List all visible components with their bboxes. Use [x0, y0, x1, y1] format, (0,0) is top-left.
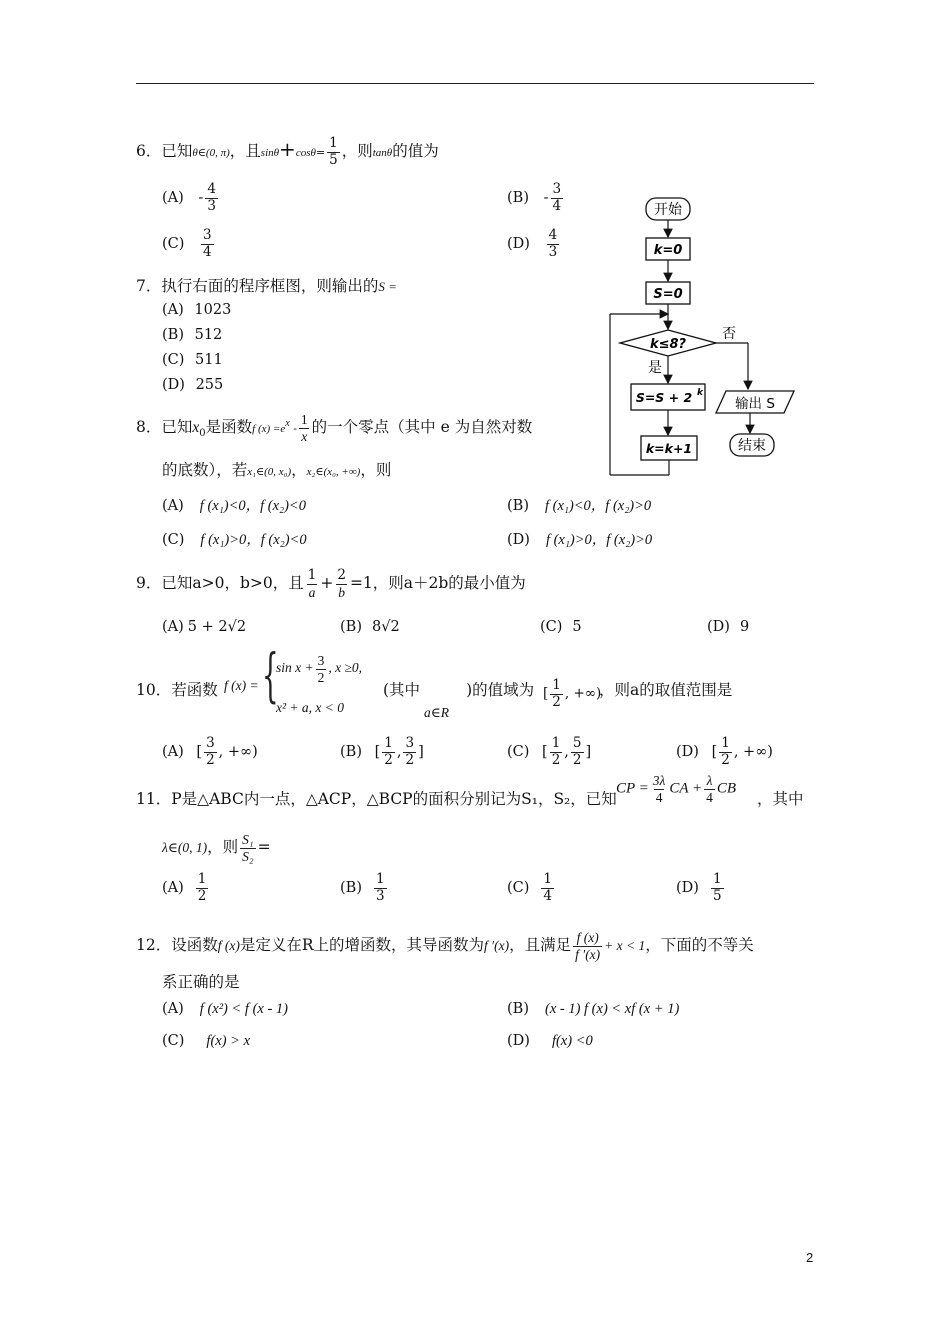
fraction	[204, 736, 217, 768]
fraction-numerator: 3	[552, 181, 562, 197]
option-12d	[507, 1033, 593, 1050]
vector-cb: CB	[716, 780, 737, 797]
exponent: x	[285, 417, 290, 429]
option-sign: -	[198, 190, 204, 207]
fraction	[550, 678, 563, 710]
question-9-stem	[136, 568, 526, 600]
fraction-denominator: 2	[721, 751, 730, 768]
fraction-numerator: 3	[206, 735, 215, 751]
option-8a	[162, 494, 306, 515]
option-10c: (C) [ $\frac{1}{2}$ , $\frac{5}{2}$ ]	[507, 735, 592, 768]
range-bracket: [	[543, 685, 549, 702]
flowchart-condition-label: k≤8?	[649, 337, 687, 352]
fraction	[719, 736, 732, 768]
fraction-denominator: 5	[712, 887, 722, 904]
comma: ，	[291, 461, 307, 479]
fraction	[704, 773, 715, 805]
a-in-r-condition: a∈R	[424, 705, 449, 720]
header-rule	[136, 83, 814, 84]
fraction-denominator: 2	[384, 751, 393, 768]
fraction-numerator: 1	[543, 871, 553, 887]
fraction-numerator: 3λ	[652, 773, 666, 788]
stem-text: 已知a>0，b>0，且	[161, 574, 304, 593]
question-11-stem-b: ，其中	[757, 790, 804, 808]
option-label: (B)	[162, 327, 184, 343]
stem-text: 是定义在R上的增函数，其导函数为	[239, 936, 485, 955]
bracket: [	[196, 744, 203, 761]
option-12a	[162, 1001, 288, 1018]
question-7-stem	[136, 274, 397, 296]
option-10a	[162, 736, 258, 768]
option-11b	[340, 872, 389, 904]
derivative-fx: f ′(x)	[484, 938, 510, 954]
sin-expression: sinθ	[260, 147, 280, 160]
option-12b	[507, 1001, 679, 1018]
range-expression	[543, 678, 601, 710]
option-text: f (x²) < f (x - 1)	[199, 1001, 289, 1017]
question-8-stem	[136, 412, 532, 444]
question-number: 11．	[136, 790, 172, 808]
vector-ca: CA +	[669, 780, 703, 797]
stem-text: 执行右面的程序框图，则输出的	[161, 277, 379, 295]
stem-text: )的值域为	[466, 681, 535, 699]
fraction-numerator: 3	[203, 227, 212, 243]
question-number: 7．	[136, 277, 162, 295]
fraction	[335, 568, 348, 600]
option-label: (B)	[340, 744, 362, 761]
option-label: (C)	[540, 619, 563, 635]
fraction-numerator: 1	[300, 412, 308, 427]
vector-cp: CP =	[616, 780, 649, 797]
question-number: 8．	[136, 418, 162, 437]
fraction-denominator: 2	[317, 669, 325, 685]
bracket: [	[711, 744, 718, 761]
question-8-stem-line2	[162, 458, 391, 480]
option-11a	[162, 872, 210, 904]
option-text: (x - 1) f (x) < xf (x + 1)	[544, 1001, 680, 1017]
fraction-numerator: 1	[712, 871, 722, 887]
fraction	[374, 872, 387, 904]
option-fraction	[551, 182, 564, 214]
fraction-denominator: 3	[548, 243, 558, 260]
option-7d	[162, 377, 223, 393]
fraction-numerator: 3	[405, 735, 415, 751]
fraction-denominator: 4	[203, 243, 212, 260]
option-label: (C)	[162, 1033, 185, 1049]
option-label: (C)	[507, 880, 530, 897]
fraction	[306, 568, 319, 600]
fraction-denominator: 2	[405, 751, 415, 768]
minus-sign: -	[289, 422, 297, 436]
question-12-stem	[136, 930, 754, 962]
fraction-denominator: 3	[207, 197, 216, 214]
fraction	[403, 736, 416, 768]
fraction-numerator: 5	[572, 735, 582, 751]
option-6d	[507, 228, 561, 260]
option-label: (C)	[162, 236, 185, 253]
flowchart-init-s-label: S=0	[653, 287, 683, 302]
option-11d	[676, 872, 726, 904]
option-9a	[162, 619, 246, 635]
question-12-stem-line2: 系正确的是	[162, 973, 240, 991]
option-12c	[162, 1033, 250, 1050]
condition-x2: x₂∈(x₀, +∞)	[306, 466, 361, 478]
fraction-denominator: 5	[329, 151, 338, 168]
stem-text: ，下面的不等关	[645, 936, 754, 955]
fraction	[573, 930, 602, 962]
option-8b	[507, 494, 651, 515]
fraction-denominator: 2	[552, 693, 561, 710]
bracket: [	[542, 744, 548, 761]
fraction-denominator: 4	[552, 197, 562, 214]
flowchart-start-label: 开始	[654, 202, 682, 218]
stem-text: 的值为	[392, 142, 439, 161]
option-text: f(x) <0	[551, 1033, 593, 1049]
flowchart-no-label: 否	[722, 326, 736, 342]
option-text: f (x₁)<0，f (x₂)<0	[199, 498, 306, 514]
stem-text: ，则	[360, 461, 392, 479]
flowchart-update-s-label: S=S + 2	[635, 390, 693, 405]
option-label: (B)	[340, 880, 362, 897]
fraction-denominator: 2	[572, 751, 582, 768]
question-10-stem-c: ，则a的取值范围是	[599, 681, 733, 699]
fraction-denominator: 4	[543, 887, 553, 904]
option-label: (A)	[162, 619, 184, 635]
option-6b	[507, 182, 565, 214]
fraction-numerator: 1	[197, 871, 207, 887]
question-11-stem-line2	[162, 832, 271, 864]
option-label: (B)	[507, 190, 529, 207]
condition-x1: x₁∈(0, x₀)	[247, 466, 292, 478]
function-expression: f (x) =e	[252, 423, 286, 436]
question-10-stem-b	[383, 678, 534, 700]
option-fraction	[205, 182, 218, 214]
tan-expression: tanθ	[372, 147, 393, 160]
option-7b	[162, 327, 222, 343]
flowchart-exponent: k	[697, 388, 703, 398]
inequality-tail: + x < 1	[604, 938, 646, 954]
option-label: (A)	[162, 302, 184, 318]
fraction	[550, 736, 563, 768]
option-label: (A)	[162, 1001, 184, 1017]
stem-text: P是△ABC内一点，△ACP，△BCP的面积分别记为S₁，S₂，已知	[171, 790, 617, 808]
fraction	[299, 412, 310, 444]
bracket: ]	[418, 744, 424, 761]
question-number: 10．	[136, 681, 172, 699]
stem-text: ，则	[207, 838, 239, 857]
fraction-denominator: f ′(x)	[575, 946, 601, 962]
bracket: , +∞)	[218, 744, 258, 761]
fraction-denominator: 2	[197, 887, 207, 904]
fraction	[316, 653, 327, 685]
equals-sign: =	[315, 146, 326, 160]
option-text: 9	[739, 619, 750, 635]
stem-text: ，则	[341, 142, 373, 161]
option-label: (D)	[676, 744, 699, 761]
fraction-numerator: λ	[706, 773, 713, 788]
option-7c	[162, 352, 223, 368]
option-text: f (x₁)<0，f (x₂)>0	[544, 498, 652, 514]
question-number: 9．	[136, 574, 162, 593]
option-label: (D)	[162, 377, 185, 393]
question-10-stem	[136, 678, 218, 700]
question-number: 12．	[136, 936, 172, 955]
function-fx: f (x)	[217, 938, 240, 954]
fraction-numerator: 1	[552, 677, 561, 693]
option-7a	[162, 302, 231, 318]
stem-text: 已知	[161, 418, 193, 437]
option-10d	[676, 736, 773, 768]
stem-text: ，且满足	[509, 936, 572, 955]
option-text: 511	[195, 352, 223, 368]
function-name: f (x) =	[224, 678, 259, 693]
option-10b: (B) [ $\frac{1}{2}$ , $\frac{3}{2}$ ]	[340, 735, 424, 768]
option-label: (B)	[507, 1001, 529, 1017]
bracket: , +∞)	[733, 744, 773, 761]
stem-text: (其中	[383, 681, 421, 699]
option-label: (C)	[507, 744, 530, 761]
fraction-numerator: 3	[317, 653, 325, 668]
vector-equation	[616, 773, 736, 805]
fraction-numerator: 1	[384, 735, 393, 751]
stem-text: 的底数），若	[162, 461, 248, 479]
option-fraction	[547, 228, 560, 260]
flowchart-update-k-label: k=k+1	[645, 441, 693, 456]
plus-sign: +	[279, 137, 296, 162]
option-sign: -	[543, 190, 549, 207]
fraction	[196, 872, 209, 904]
fraction	[711, 872, 724, 904]
fraction-denominator: S₂	[242, 848, 254, 864]
option-8d	[507, 528, 652, 549]
piecewise-brace: {	[262, 641, 279, 709]
fraction-numerator: 2	[337, 567, 346, 583]
option-text: 255	[195, 377, 224, 393]
question-11-stem	[136, 787, 617, 809]
fraction-numerator: 4	[207, 181, 216, 197]
stem-text: 是函数	[205, 418, 253, 437]
fraction-denominator: 2	[206, 751, 215, 768]
fraction-denominator: 2	[551, 751, 561, 768]
option-label: (A)	[162, 190, 184, 207]
fraction	[541, 872, 554, 904]
range-tail: , +∞)	[564, 685, 602, 702]
case-text: sin x +	[276, 660, 314, 676]
fraction-numerator: 1	[375, 871, 385, 887]
fraction	[651, 773, 668, 805]
fraction-denominator: 4	[706, 789, 713, 805]
option-11c	[507, 872, 556, 904]
option-label: (B)	[340, 619, 362, 635]
option-6c	[162, 228, 216, 260]
fraction	[327, 136, 340, 168]
option-label: (A)	[162, 498, 184, 514]
question-number: 6．	[136, 142, 162, 161]
equals-sign: =	[257, 838, 271, 857]
piecewise-case-1	[276, 653, 362, 685]
x0-variable: x	[192, 419, 200, 437]
case-text: , x ≥0,	[328, 660, 363, 676]
option-label: (D)	[676, 880, 699, 897]
option-label: (A)	[162, 880, 184, 897]
x0-subscript: 0	[199, 428, 206, 440]
fraction	[571, 736, 584, 768]
fraction-denominator: 4	[655, 789, 663, 805]
plus-sign: +	[320, 574, 334, 593]
flowchart-yes-label: 是	[648, 360, 662, 376]
fraction-denominator: a	[308, 584, 316, 600]
flowchart-output-label: 输出 S	[735, 396, 775, 412]
fraction-denominator: b	[338, 584, 346, 600]
bracket: [	[374, 744, 381, 761]
lambda-condition: λ∈(0, 1)	[162, 840, 208, 856]
option-label: (A)	[162, 744, 184, 761]
option-text: 1023	[194, 302, 232, 318]
flowchart	[600, 190, 800, 480]
option-fraction	[201, 228, 214, 260]
fraction-numerator: 1	[329, 135, 338, 151]
option-8c	[162, 528, 307, 549]
flowchart-end-label: 结束	[738, 438, 766, 454]
stem-text: 设函数	[171, 936, 218, 955]
fraction-denominator: 3	[375, 887, 385, 904]
option-6a	[162, 182, 220, 214]
fraction-numerator: f (x)	[576, 930, 599, 945]
option-label: (D)	[507, 1033, 530, 1049]
option-text: 512	[194, 327, 223, 343]
piecewise-case-2: x² + a, x < 0	[276, 700, 345, 715]
option-9c	[540, 619, 582, 635]
stem-text: ，且	[229, 142, 261, 161]
stem-text: 的一个零点（其中 e 为自然对数	[311, 418, 533, 437]
option-text: f (x₁)>0，f (x₂)<0	[200, 532, 307, 548]
option-label: (C)	[162, 352, 185, 368]
fraction	[382, 736, 395, 768]
option-text: f(x) > x	[206, 1033, 251, 1049]
fraction-numerator: 1	[721, 735, 730, 751]
stem-text: 若函数	[171, 681, 218, 699]
bracket: ]	[585, 744, 592, 761]
fraction-numerator: 1	[307, 567, 317, 583]
option-text: f (x₁)>0，f (x₂)>0	[545, 532, 653, 548]
ratio-fraction	[240, 832, 255, 864]
option-text: 5 + 2√2	[187, 619, 247, 635]
flowchart-init-k-label: k=0	[653, 243, 683, 258]
question-6-stem	[136, 136, 439, 168]
option-label: (B)	[507, 498, 529, 514]
condition-theta: θ∈(0, π)	[192, 147, 230, 160]
stem-text: =1，则a＋2b的最小值为	[349, 574, 526, 593]
option-9d	[707, 619, 749, 635]
option-label: (D)	[507, 532, 530, 548]
cos-expression: cosθ	[295, 147, 316, 160]
stem-text: 已知	[161, 142, 193, 161]
option-9b	[340, 619, 400, 635]
option-label: (C)	[162, 532, 185, 548]
option-label: (D)	[707, 619, 730, 635]
fraction-denominator: x	[301, 428, 308, 444]
output-variable: S =	[378, 279, 397, 294]
option-text: 5	[572, 619, 582, 635]
option-text: 8√2	[371, 619, 400, 635]
option-label: (D)	[507, 236, 530, 253]
fraction-numerator: 4	[548, 227, 558, 243]
fraction-numerator: S₁	[242, 832, 254, 847]
fraction-numerator: 1	[551, 735, 561, 751]
page-number: 2	[806, 1250, 814, 1265]
